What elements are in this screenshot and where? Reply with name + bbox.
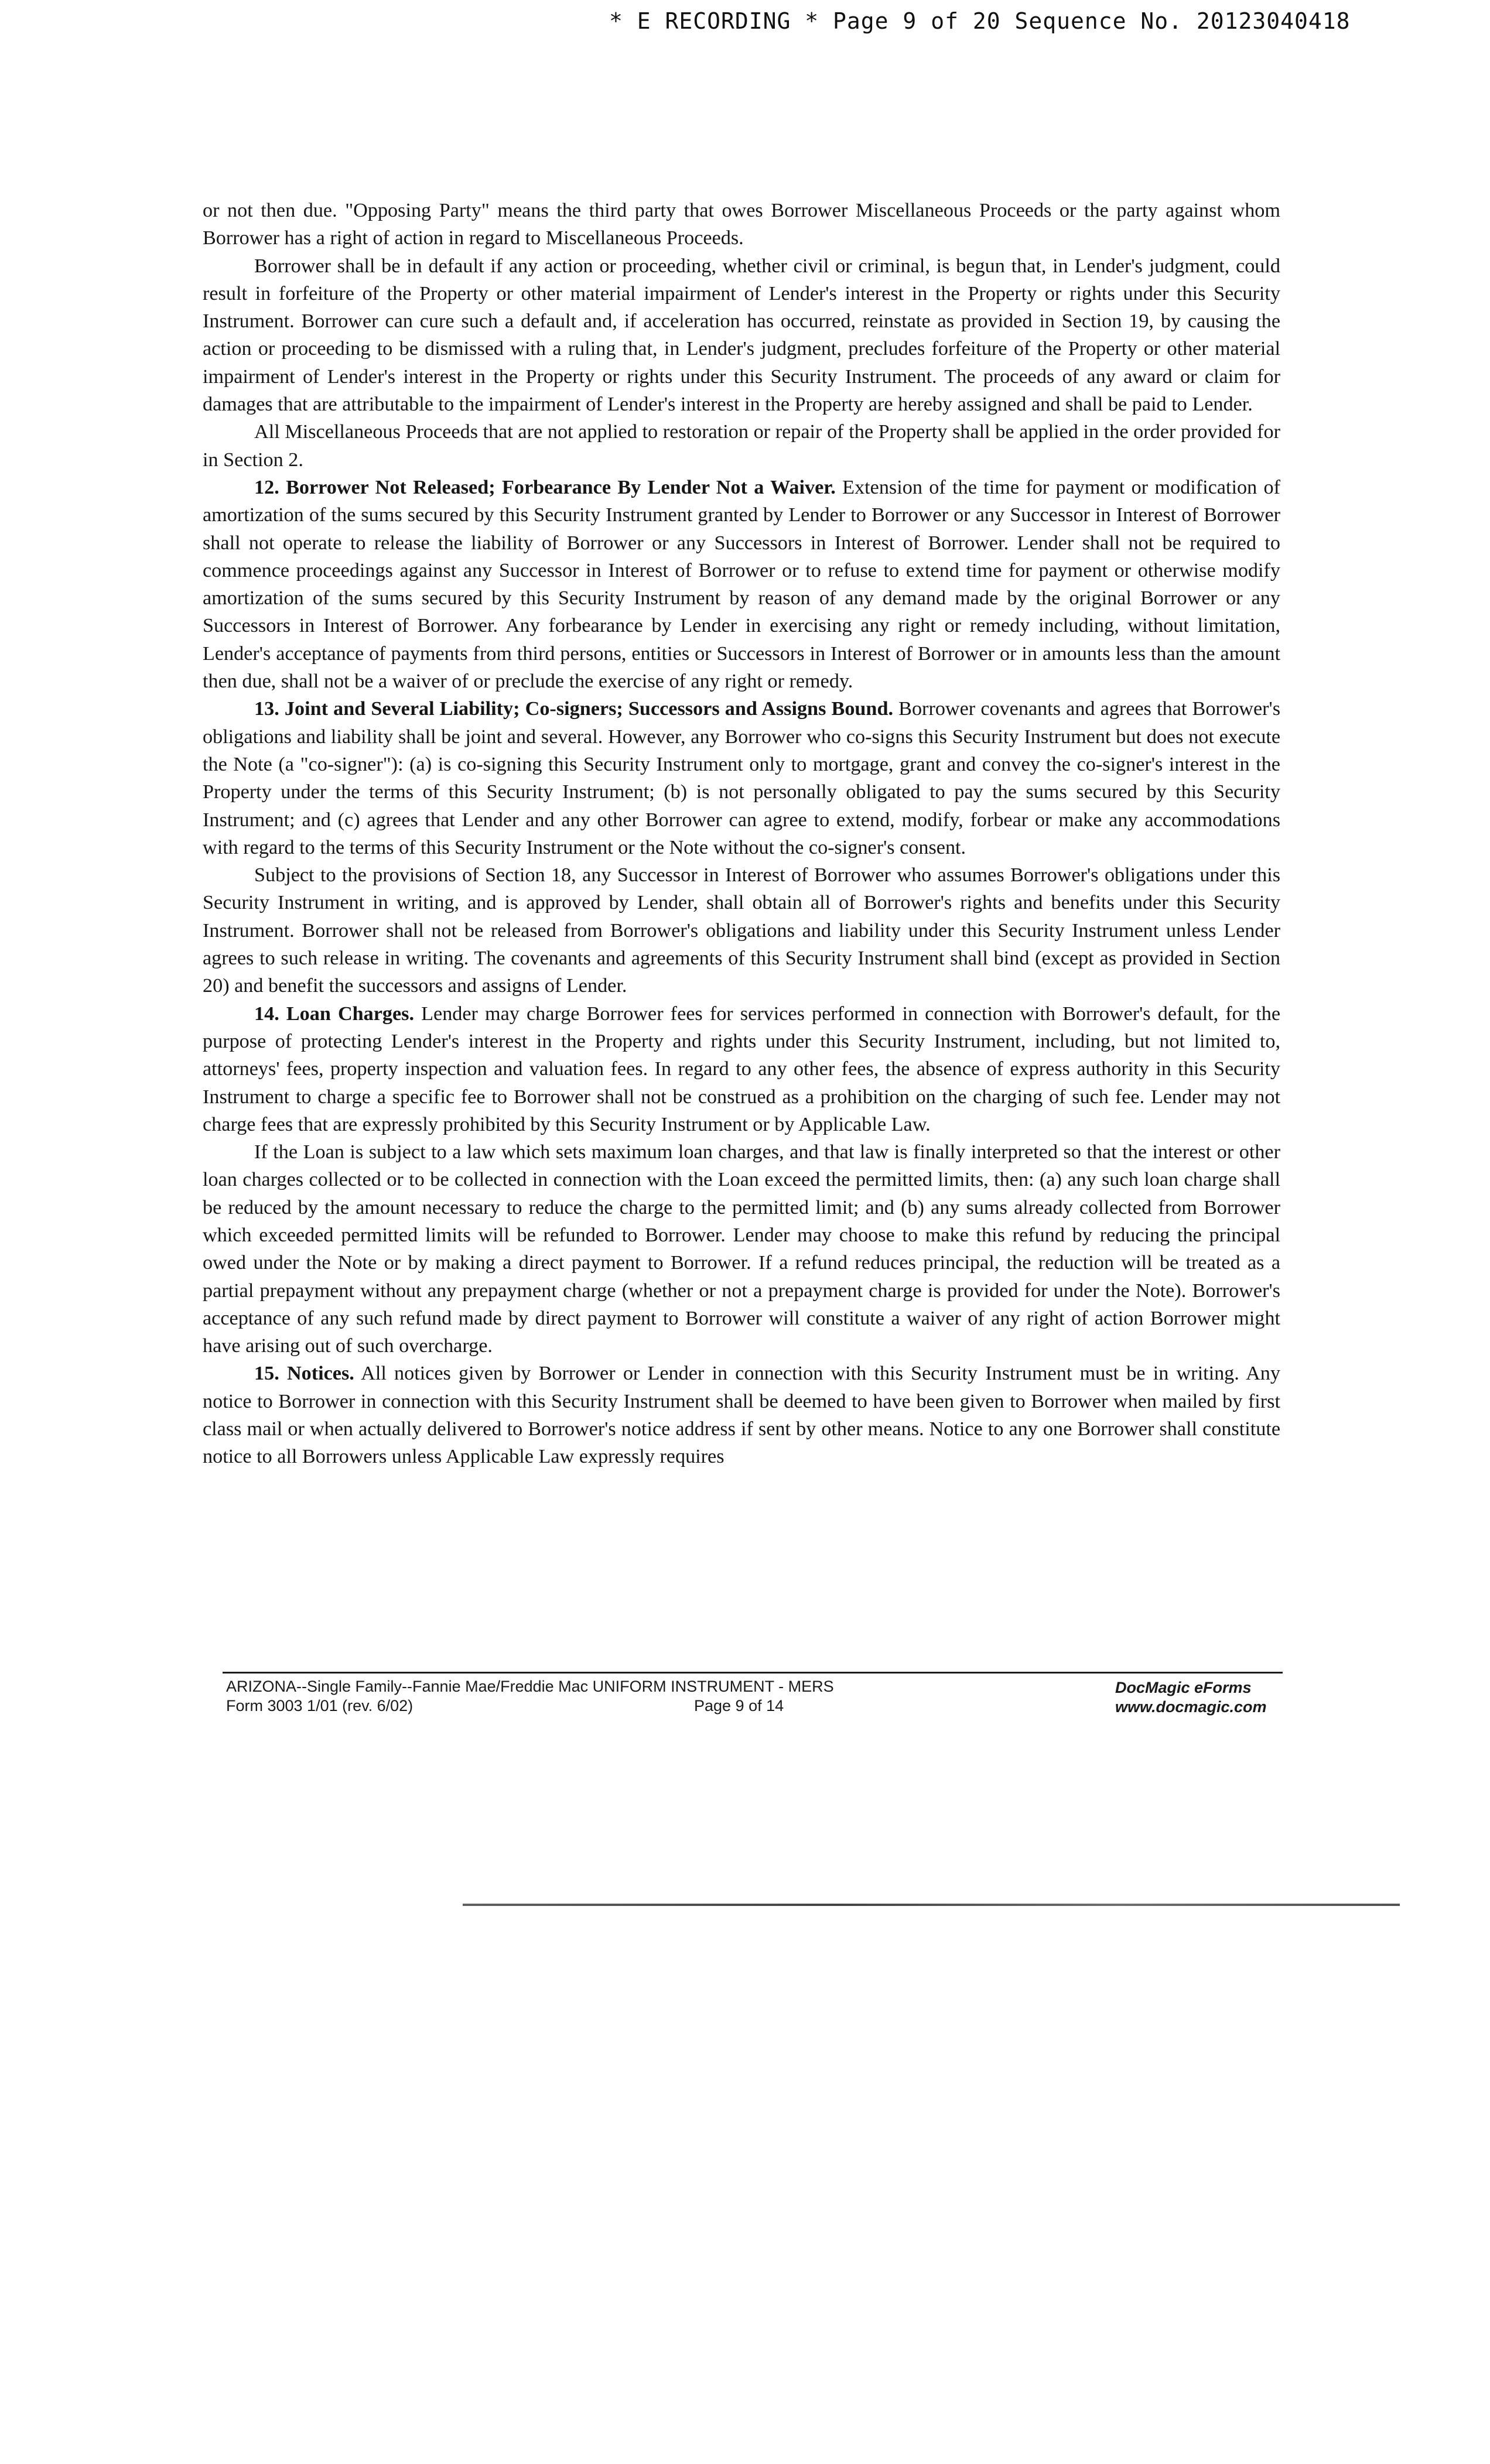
paragraph-section-14 <box>203 1000 1280 1138</box>
scan-line-divider <box>463 1904 1400 1906</box>
paragraph-text: All notices given by Borrower or Lender in connection with this Security Instrument must be in writing. Any notice to Borrower in connection with this Security Instrument shall be deemed to have been given to Borrower when mailed by first class mail or when actually delivered to Borrower's notice address if sent by other means. Notice to any one Borrower shall constitute notice to all Borrowers unless Applicable Law expressly requires <box>203 1363 1280 1468</box>
page-number: Page 9 of 14 <box>694 1697 784 1714</box>
paragraph-text: Lender may charge Borrower fees for services performed in connection with Borrower's default, for the purpose of protecting Lender's interest in the Property and rights under this Security Instrument, including, but not limited to, attorneys' fees, property inspection and valuation fees. In regard to any other fees, the absence of express authority in this Security Instrument to charge a specific fee to Borrower shall not be construed as a prohibition on the charging of such fee. Lender may not charge fees that are expressly prohibited by this Security Instrument or by Applicable Law. <box>203 1002 1280 1135</box>
paragraph-section-15 <box>203 1360 1280 1470</box>
docmagic-url: www.docmagic.com <box>1115 1698 1267 1716</box>
docmagic-logo: DocMagic eForms <box>1115 1679 1252 1696</box>
paragraph-text: Extension of the time for payment or modification of amortization of the sums secured by this Security Instrument granted by Lender to Borrower or any Successor in Interest of Borrower shall not operate to release the liability of Borrower or any Successors in Interest of Borrower. Lender shall not be required to commence proceedings against any Successor in Interest of Borrower or to refuse to extend time for payment or otherwise modify amortization of the sums secured by this Security Instrument by reason of any demand made by the original Borrower or any Successors in Interest of Borrower. Any forbearance by Lender in exercising any right or remedy including, without limitation, Lender's acceptance of payments from third persons, entities or Successors in Interest of Borrower or in amounts less than the amount then due, shall not be a waiver of or preclude the exercise of any right or remedy. <box>203 476 1280 693</box>
paragraph <box>203 1138 1280 1360</box>
paragraph <box>203 418 1280 474</box>
section-heading: 14. Loan Charges. <box>254 1002 415 1025</box>
section-heading: 13. Joint and Several Liability; Co-signers; Successors and Assigns Bound. <box>254 698 894 720</box>
paragraph <box>203 197 1280 252</box>
form-number: Form 3003 1/01 (rev. 6/02) <box>226 1697 413 1714</box>
paragraph-text: All Miscellaneous Proceeds that are not applied to restoration or repair of the Property shall be applied in the order provided for in Section 2. <box>203 421 1280 471</box>
paragraph-section-13 <box>203 695 1280 861</box>
paragraph-text: Subject to the provisions of Section 18, any Successor in Interest of Borrower who assumes Borrower's obligations under this Security Instrument in writing, and is approved by Lender, shall obtain all of Borrower's rights and benefits under this Security Instrument. Borrower shall not be released from Borrower's obligations and liability under this Security Instrument unless Lender agrees to such release in writing. The covenants and agreements of this Security Instrument shall bind (except as provided in Section 20) and benefit the successors and assigns of Lender. <box>203 864 1280 997</box>
form-title: ARIZONA--Single Family--Fannie Mae/Freddie Mac UNIFORM INSTRUMENT - MERS <box>226 1678 834 1695</box>
section-heading: 12. Borrower Not Released; Forbearance By Lender Not a Waiver. <box>254 476 836 498</box>
paragraph <box>203 252 1280 419</box>
paragraph-text: Borrower shall be in default if any action or proceeding, whether civil or criminal, is begun that, in Lender's judgment, could result in forfeiture of the Property or other material impairment of Lender's interest in the Property or rights under this Security Instrument. Borrower can cure such a default and, if acceleration has occurred, reinstate as provided in Section 19, by causing the action or proceeding to be dismissed with a ruling that, in Lender's judgment, precludes forfeiture of the Property or other material impairment of Lender's interest in the Property or rights under this Security Instrument. The proceeds of any award or claim for damages that are attributable to the impairment of Lender's interest in the Property are hereby assigned and shall be paid to Lender. <box>203 255 1280 416</box>
docmagic-branding <box>1115 1678 1267 1717</box>
paragraph-text: or not then due. "Opposing Party" means the third party that owes Borrower Miscellaneous Proceeds or the party against whom Borrower has a right of action in regard to Miscellaneous Proceeds. <box>203 200 1280 249</box>
paragraph <box>203 861 1280 1000</box>
section-heading: 15. Notices. <box>254 1363 354 1385</box>
paragraph-text: If the Loan is subject to a law which sets maximum loan charges, and that law is finally interpreted so that the interest or other loan charges collected or to be collected in connection with the Loan exceed the permitted limits, then: (a) any such loan charge shall be reduced by the amount necessary to reduce the charge to the permitted limit; and (b) any sums already collected from Borrower which exceeded permitted limits will be refunded to Borrower. Lender may choose to make this refund by reducing the principal owed under the Note or by making a direct payment to Borrower. If a refund reduces principal, the reduction will be treated as a partial prepayment without any prepayment charge (whether or not a prepayment charge is provided for under the Note). Borrower's acceptance of any such refund made by direct payment to Borrower will constitute a waiver of any right of action Borrower might have arising out of such overcharge. <box>203 1141 1280 1357</box>
paragraph-section-12 <box>203 474 1280 695</box>
paragraph-text: Borrower covenants and agrees that Borrower's obligations and liability shall be joint and several. However, any Borrower who co-signs this Security Instrument but does not execute the Note (a "co-signer"): (a) is co-signing this Security Instrument only to mortgage, grant and convey the co-signer's interest in the Property under the terms of this Security Instrument; (b) is not personally obligated to pay the sums secured by this Security Instrument; and (c) agrees that Lender and any other Borrower can agree to extend, modify, forbear or make any accommodations with regard to the terms of this Security Instrument or the Note without the co-signer's consent. <box>203 698 1280 858</box>
document-body <box>203 197 1280 1471</box>
footer-divider <box>223 1672 1283 1674</box>
recording-stamp: * E RECORDING * Page 9 of 20 Sequence No. 20123040418 <box>609 8 1351 34</box>
